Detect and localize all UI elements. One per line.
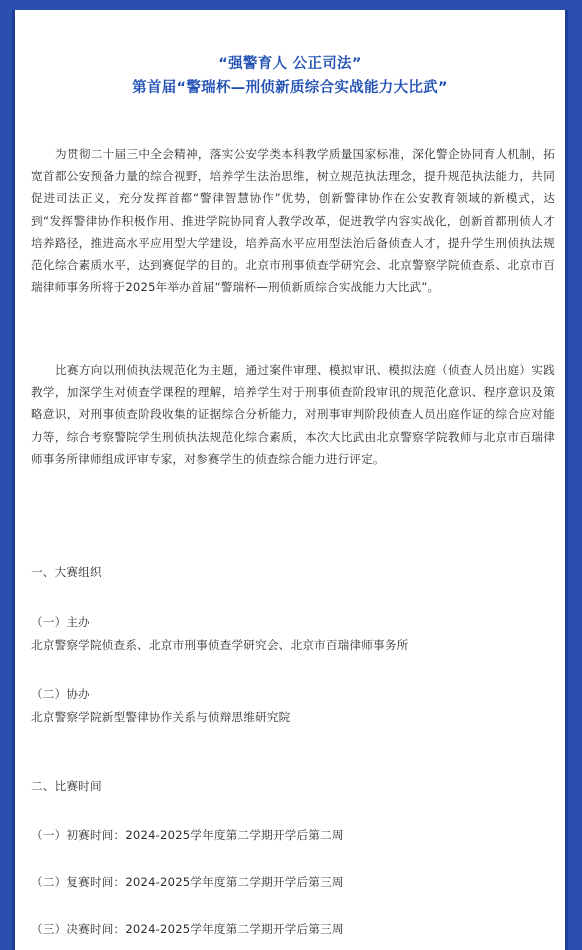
direction-paragraph: 比赛方向以刑侦执法规范化为主题，通过案件审理、模拟审讯、模拟法庭（侦查人员出庭）实践教学，加深学生对侦查学课程的理解，培养学生对于刑事侦查阶段审讯的规范化意识、程序意识及策略意识，对刑事侦查阶段收集的证据综合分析能力，对刑事审判阶段侦查人员出庭作证的综合应对能力等，综合考察警院学生刑侦执法规范化综合素质，本次大比武由北京警察学院教师与北京市百瑞律师事务所律师组成评审专家，对参赛学生的侦查综合能力进行评定。 bbox=[31, 363, 555, 466]
section-heading-schedule: 二、比赛时间 bbox=[31, 779, 102, 793]
intro-paragraph: 为贯彻二十届三中全会精神，落实公安学类本科教学质量国家标准，深化警企协同育人机制，拓宽首都公安预备力量的综合视野，培养学生法治思维，树立规范执法理念，提升规范执法能力，共同促进司法正义，充分发挥首都“警律智慧协作”优势，创新警律协作在公安教育领域的新模式，达到“发挥警律协作积极作用、推进学院协同育人教学改革，促进教学内容实战化，创新首都刑侦人才培养路径，推进高水平应用型大学建设，培养高水平应用型法治后备侦查人才，提升学生刑侦执法规范化综合素质水平，达到赛促学的目的。北京市刑事侦查学研究会、北京警察学院侦查系、北京市百瑞律师事务所将于2025年举办首届“警瑞杯—刑侦新质综合实战能力大比武”。 bbox=[31, 147, 555, 295]
section-heading-organization: 一、大赛组织 bbox=[31, 565, 102, 579]
cohost-label: （二）协办 bbox=[31, 687, 90, 701]
article-frame bbox=[12, 10, 568, 950]
title-event-name: 第首届“警瑞杯—刑侦新质综合实战能力大比武” bbox=[132, 80, 448, 96]
host-label: （一）主办 bbox=[31, 615, 90, 629]
schedule-item-final: （三）决赛时间：2024-2025学年度第二学期开学后第三周 bbox=[31, 922, 344, 936]
cohost-value: 北京警察学院新型警律协作关系与侦辩思维研究院 bbox=[31, 710, 291, 724]
title-slogan: “强警育人 公正司法” bbox=[218, 56, 362, 72]
host-value: 北京警察学院侦查系、北京市刑事侦查学研究会、北京市百瑞律师事务所 bbox=[31, 638, 409, 652]
schedule-item-semifinal: （二）复赛时间：2024-2025学年度第二学期开学后第三周 bbox=[31, 875, 344, 889]
schedule-item-preliminary: （一）初赛时间：2024-2025学年度第二学期开学后第二周 bbox=[31, 828, 344, 842]
